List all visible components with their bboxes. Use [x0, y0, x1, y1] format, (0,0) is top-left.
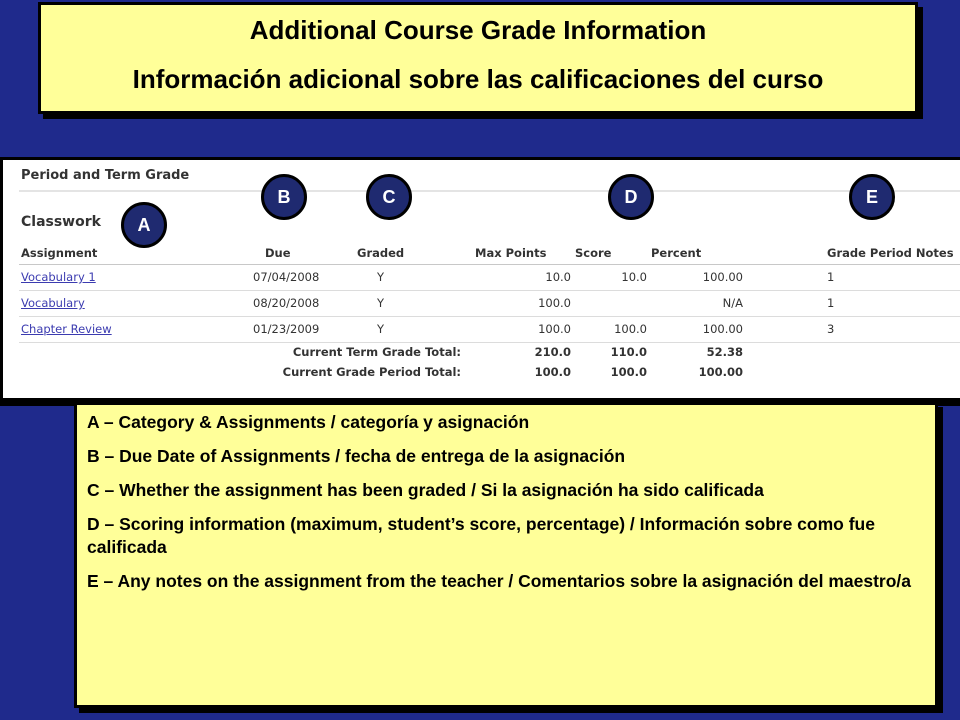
- grades-table: [19, 242, 960, 382]
- total-score: 110.0: [610, 345, 647, 360]
- total-percent: 52.38: [706, 345, 743, 360]
- legend-item-a: A – Category & Assignments / categoría y asignación: [87, 412, 530, 432]
- cell-percent: 100.00: [649, 264, 745, 290]
- assignment-link[interactable]: Vocabulary 1: [21, 270, 96, 284]
- table-row: [19, 264, 960, 290]
- cell-due: 08/20/2008: [245, 290, 355, 316]
- grade-screenshot-panel: [0, 157, 960, 401]
- total-max-points: 210.0: [534, 345, 571, 360]
- legend-item-b: B – Due Date of Assignments / fecha de entrega de la asignación: [87, 446, 626, 466]
- header-grade-period-notes: Grade Period Notes: [745, 242, 960, 264]
- cell-percent: N/A: [649, 290, 745, 316]
- title-spanish: Información adicional sobre las calificaciones del curso: [132, 64, 824, 94]
- total-row-term: [19, 342, 960, 362]
- cell-max-points: 100.0: [473, 290, 573, 316]
- cell-max-points: 10.0: [473, 264, 573, 290]
- table-row: [19, 290, 960, 316]
- cell-score: 10.0: [573, 264, 649, 290]
- table-row: [19, 316, 960, 342]
- header-due: Due: [245, 242, 355, 264]
- header-percent: Percent: [649, 242, 745, 264]
- table-header-row: [19, 242, 960, 264]
- cell-max-points: 100.0: [473, 316, 573, 342]
- total-row-grade-period: [19, 362, 960, 382]
- cell-score: [573, 290, 649, 316]
- marker-c: C: [366, 174, 412, 220]
- cell-due: 01/23/2009: [245, 316, 355, 342]
- assignment-link[interactable]: Vocabulary: [21, 296, 85, 310]
- total-label: Current Term Grade Total:: [292, 345, 461, 360]
- header-graded: Graded: [355, 242, 473, 264]
- assignment-link[interactable]: Chapter Review: [21, 322, 112, 336]
- section-title-classwork: Classwork: [21, 214, 101, 230]
- marker-a: A: [121, 202, 167, 248]
- cell-notes: 1: [745, 264, 960, 290]
- header-assignment: Assignment: [19, 242, 245, 264]
- total-percent: 100.00: [698, 365, 743, 379]
- total-score: 100.0: [610, 365, 647, 379]
- cell-graded: Y: [355, 264, 473, 290]
- legend-item-d: D – Scoring information (maximum, student’s score, percentage) / Información sobre como fue calificada: [87, 514, 875, 557]
- marker-d: D: [608, 174, 654, 220]
- legend-item-e: E – Any notes on the assignment from the teacher / Comentarios sobre la asignación del maestro/a: [87, 571, 912, 591]
- title-box: [38, 2, 918, 114]
- panel-divider: [19, 190, 960, 192]
- legend-box: [74, 402, 938, 708]
- legend-item-c: C – Whether the assignment has been graded / Si la asignación ha sido calificada: [87, 480, 764, 500]
- cell-graded: Y: [355, 316, 473, 342]
- marker-e: E: [849, 174, 895, 220]
- total-label: Current Grade Period Total:: [282, 365, 461, 379]
- cell-graded: Y: [355, 290, 473, 316]
- total-max-points: 100.0: [534, 365, 571, 379]
- cell-score: 100.0: [573, 316, 649, 342]
- panel-title: Period and Term Grade: [21, 168, 190, 183]
- cell-notes: 3: [745, 316, 960, 342]
- marker-b: B: [261, 174, 307, 220]
- cell-notes: 1: [745, 290, 960, 316]
- header-score: Score: [573, 242, 649, 264]
- cell-due: 07/04/2008: [245, 264, 355, 290]
- header-max-points: Max Points: [473, 242, 573, 264]
- title-english: Additional Course Grade Information: [249, 15, 707, 45]
- cell-percent: 100.00: [649, 316, 745, 342]
